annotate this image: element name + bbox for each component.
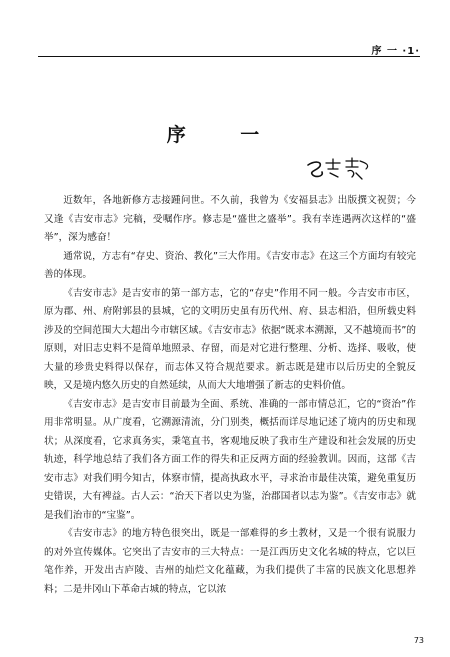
paragraph-4: 《吉安市志》是吉安市目前最为全面、系统、准确的一部市情总汇，它的“资治”作用非常明显。从广度看，它溯源清流，分门别类，概括而详尽地记述了境内的历史和现状；从深度看，它求真务实，秉笔直书，客观地反映了我市生产建设和社会发展的历史轨迹，科学地总结了我们各方面工作的得失和正反两方面的经验教训。因而，这部《吉安市志》对我们明今知古，体察市情，提高执政水平，寻求治市最佳决策，避免重复历史错误，大有裨益。古人云：“治天下者以史为鉴，治郡国者以志为鉴”。《吉安市志》就是我们治市的“宝鉴”。 [44, 398, 416, 521]
header-rule [38, 56, 420, 57]
handwritten-signature [300, 155, 380, 185]
paragraph-5: 《吉安市志》的地方特色很突出，既是一部难得的乡土教材，又是一个很有说服力的对外宣传媒体。它突出了吉安市的三大特点：一是江西历史文化名城的特点，它以巨笔作养，开发出古庐陵、吉州的灿烂文化蕴藏，为我们提供了丰富的民族文化思想养料；二是井冈山下革命古城的特点，它以浓 [44, 528, 416, 595]
running-head: 序 一 ·1· [371, 46, 420, 57]
paragraph-2: 通常说，方志有“存史、资治、教化”三大作用。《吉安市志》在这三个方面均有较完善的体现。 [44, 250, 416, 280]
paragraph-1: 近数年，各地新修方志接踵问世。不久前，我曾为《安福县志》出版撰文祝贺；今又逢《吉安市志》完稿，受嘱作序。修志是“盛世之盛举”。我有幸连遇两次这样的“盛举”，深为感奋！ [44, 195, 416, 243]
page-number: 73 [413, 636, 424, 645]
paragraph-3: 《吉安市志》是吉安市的第一部方志，它的“存史”作用不同一般。今吉安市市区，原为郡、州、府附郭县的县城，它的文明历史虽有历代州、府、县志相沿，但所载史料涉及的空间范围大大超出今市辖区域。《吉安市志》依据“既求本溯源，又不越境而书”的原则，对旧志史料不是简单地照录、存留，而是对它进行整理、分析、选择、吸收，使大量的珍贵史料得以保存，而志体又符合规范要求。新志既是建市以后历史的全貌反映，又是境内悠久历史的自然延续，从而大大地增强了新志的史料价值。 [44, 287, 416, 391]
page-title: 序 一 [166, 124, 284, 146]
body-text [44, 192, 416, 599]
